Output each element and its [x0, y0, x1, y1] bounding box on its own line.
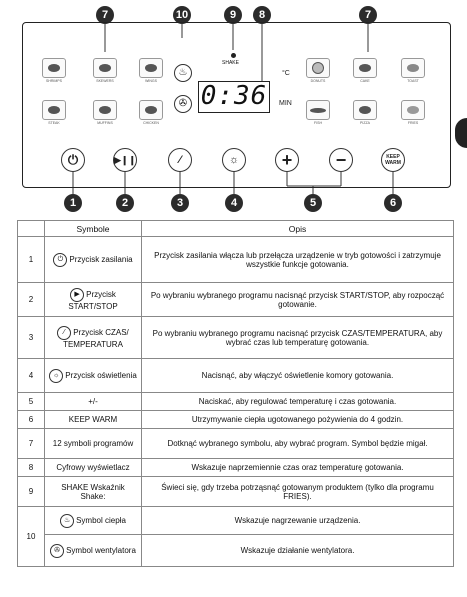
- program-label: FISH: [314, 121, 322, 125]
- row-symbol: ▶ Przycisk START/STOP: [45, 283, 142, 317]
- program-muffins-icon[interactable]: [93, 100, 117, 120]
- program-label: TOAST: [407, 79, 419, 83]
- row-symbol: +/-: [45, 393, 142, 411]
- table-row: [18, 477, 454, 507]
- callout-marker-3: 3: [171, 194, 189, 212]
- table-row: [18, 411, 454, 429]
- row-number: 7: [18, 429, 45, 459]
- row-symbol: Cyfrowy wyświetlacz: [45, 459, 142, 477]
- light-button[interactable]: [222, 148, 246, 172]
- row-symbol: ⏻ Przycisk zasilania: [45, 237, 142, 283]
- minus-icon: −: [335, 149, 347, 170]
- program-label: PIZZA: [360, 121, 370, 125]
- row-number: 10: [18, 507, 45, 567]
- row-description: Po wybraniu wybranego programu nacisnąć przycisk START/STOP, aby rozpocząć gotowanie.: [142, 283, 454, 317]
- program-label: CHICKEN: [143, 121, 159, 125]
- row-description: Wskazuje nagrzewanie urządzenia.: [142, 507, 454, 535]
- program-skewers-icon[interactable]: [93, 58, 117, 78]
- page-side-tab: [455, 118, 467, 148]
- row-symbol: ⁄ Przycisk CZAS/ TEMPERATURA: [45, 317, 142, 359]
- callout-marker-7-left: 7: [96, 6, 114, 24]
- time-temp-icon: ⁄: [57, 326, 71, 340]
- row-description: Nacisnąć, aby włączyć oświetlenie komory gotowania.: [142, 359, 454, 393]
- row-description: Po wybraniu wybranego programu nacisnąć przycisk CZAS/TEMPERATURA, aby wybrać czas lub temperaturę gotowania.: [142, 317, 454, 359]
- power-button[interactable]: [61, 148, 85, 172]
- plus-button[interactable]: [275, 148, 299, 172]
- program-cake-icon[interactable]: [353, 58, 377, 78]
- callout-marker-8: 8: [253, 6, 271, 24]
- table-header-row: [18, 221, 454, 237]
- program-donuts-icon[interactable]: [306, 58, 330, 78]
- table-row: [18, 317, 454, 359]
- play-pause-icon: ▶: [70, 288, 84, 302]
- time-temp-button[interactable]: [168, 148, 192, 172]
- plus-icon: +: [281, 149, 293, 170]
- play-pause-icon: ▶❙❙: [114, 154, 137, 165]
- table-row: [18, 429, 454, 459]
- row-number: 3: [18, 317, 45, 359]
- time-temp-icon: ⁄: [179, 154, 181, 166]
- row-symbol: ♨ Symbol ciepła: [45, 507, 142, 535]
- row-description: Świeci się, gdy trzeba potrząsnąć gotowanym produktem (tylko dla programu FRIES).: [142, 477, 454, 507]
- program-label: SHRIMPS: [46, 79, 62, 83]
- program-label: STEAK: [48, 121, 60, 125]
- row-symbol: ☼ Przycisk oświetlenia: [45, 359, 142, 393]
- start-stop-button[interactable]: [113, 148, 137, 172]
- shake-label: SHAKE: [222, 60, 239, 66]
- program-label: SKEWERS: [96, 79, 114, 83]
- callout-marker-1: 1: [64, 194, 82, 212]
- keep-warm-label: KEEP WARM: [385, 154, 401, 166]
- row-description: Przycisk zasilania włącza lub przełącza urządzenie w tryb gotowości i zatrzymuje wszystkie funkcje gotowania.: [142, 237, 454, 283]
- callout-marker-7-right: 7: [359, 6, 377, 24]
- row-number: 5: [18, 393, 45, 411]
- light-bulb-icon: ☼: [228, 154, 240, 166]
- symbols-table: [17, 220, 454, 567]
- callout-marker-4: 4: [225, 194, 243, 212]
- keep-warm-button[interactable]: [381, 148, 405, 172]
- row-symbol: KEEP WARM: [45, 411, 142, 429]
- program-label: FRIES: [407, 121, 419, 125]
- power-icon: ⏻: [67, 152, 79, 167]
- program-label: MUFFINS: [97, 121, 113, 125]
- program-shrimps-icon[interactable]: [42, 58, 66, 78]
- program-label: CAKE: [360, 79, 370, 83]
- row-symbol: SHAKE Wskaźnik Shake:: [45, 477, 142, 507]
- program-toast-icon[interactable]: [401, 58, 425, 78]
- table-row: [18, 237, 454, 283]
- table-row: [18, 507, 454, 535]
- table-row: [18, 283, 454, 317]
- table-row: [18, 393, 454, 411]
- unit-celsius: °C: [282, 70, 290, 77]
- row-description: Utrzymywanie ciepła ugotowanego pożywienia do 4 godzin.: [142, 411, 454, 429]
- program-wings-icon[interactable]: [139, 58, 163, 78]
- unit-minutes: MIN: [279, 100, 292, 107]
- program-fries-icon[interactable]: [401, 100, 425, 120]
- digital-display: 0:36: [198, 81, 270, 113]
- table-row: [18, 535, 454, 567]
- light-bulb-icon: ☼: [49, 369, 63, 383]
- row-description: Naciskać, aby regulować temperaturę i czas gotowania.: [142, 393, 454, 411]
- heat-icon: ♨: [60, 514, 74, 528]
- row-number: 8: [18, 459, 45, 477]
- row-symbol: ✇ Symbol wentylatora: [45, 535, 142, 567]
- row-number: 2: [18, 283, 45, 317]
- table-row: [18, 459, 454, 477]
- callout-marker-5: 5: [304, 194, 322, 212]
- row-number: 9: [18, 477, 45, 507]
- program-pizza-icon[interactable]: [353, 100, 377, 120]
- heat-icon: ♨: [174, 64, 192, 82]
- row-symbol: 12 symboli programów: [45, 429, 142, 459]
- header-number: [18, 221, 45, 237]
- row-number: 6: [18, 411, 45, 429]
- callout-marker-2: 2: [116, 194, 134, 212]
- row-number: 4: [18, 359, 45, 393]
- row-description: Wskazuje naprzemiennie czas oraz temperaturę gotowania.: [142, 459, 454, 477]
- row-number: 1: [18, 237, 45, 283]
- header-description: Opis: [142, 221, 454, 237]
- table-row: [18, 359, 454, 393]
- shake-indicator-dot: [231, 53, 236, 58]
- fan-icon: ✇: [174, 95, 192, 113]
- fan-icon: ✇: [50, 544, 64, 558]
- callout-marker-9: 9: [224, 6, 242, 24]
- program-steak-icon[interactable]: [42, 100, 66, 120]
- row-description: Dotknąć wybranego symbolu, aby wybrać program. Symbol będzie migał.: [142, 429, 454, 459]
- program-fish-icon[interactable]: [306, 100, 330, 120]
- program-label: WINGS: [145, 79, 157, 83]
- callout-marker-6: 6: [384, 194, 402, 212]
- callout-marker-10: 10: [173, 6, 191, 24]
- header-symbol: Symbole: [45, 221, 142, 237]
- program-chicken-icon[interactable]: [139, 100, 163, 120]
- minus-button[interactable]: [329, 148, 353, 172]
- power-icon: ⏻: [53, 253, 67, 267]
- program-label: DONUTS: [310, 79, 326, 83]
- row-description: Wskazuje działanie wentylatora.: [142, 535, 454, 567]
